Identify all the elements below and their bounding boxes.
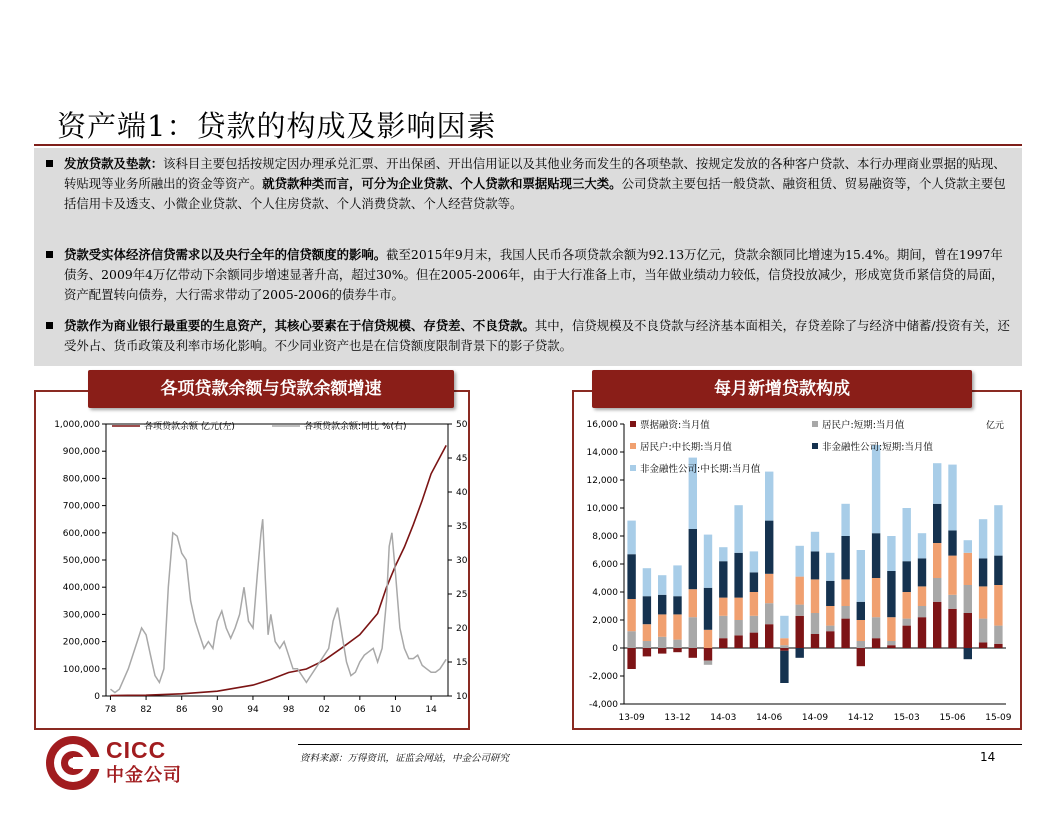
bar-segment-3 [903,592,911,619]
y-left-tick-label: 100,000 [62,664,100,675]
y-left-tick-label: 700,000 [62,501,100,512]
bar-segment-2 [872,617,880,638]
bar-segment-1 [796,616,804,648]
bar-segment-2 [673,640,681,648]
bar-segment-5 [750,551,758,572]
legend-label-3: 居民户:中长期:当月值 [640,442,732,453]
bar-segment-5 [811,532,819,552]
bar-segment-1 [750,633,758,648]
bar-segment-3 [750,592,758,616]
legend-swatch-1 [630,421,636,427]
y-left-tick-label: 400,000 [62,583,100,594]
bar-segment-1 [689,648,697,658]
bullet-2-lead: 贷款受实体经济信贷需求以及央行全年的信贷额度的影响。 [64,247,387,262]
cicc-logo-icon [44,734,102,792]
y-tick-label: 4,000 [592,588,618,598]
bar-segment-2 [765,603,773,624]
bar-segment-1 [857,648,865,666]
bar-segment-4 [658,595,666,615]
bar-segment-4 [994,556,1002,585]
bar-segment-5 [734,505,742,553]
bullet-square-icon [46,322,53,329]
logo-cn: 中金公司 [106,765,182,786]
bar-segment-5 [903,508,911,561]
bar-segment-2 [734,620,742,635]
bullet-1-emphasis: 就贷款种类而言，可分为企业贷款、个人贷款和票据贴现三大类。 [262,176,622,191]
bar-segment-1 [933,602,941,648]
bar-segment-3 [994,585,1002,626]
bar-segment-3 [811,579,819,613]
x-tick-label: 94 [247,705,259,715]
x-tick-label: 15-09 [985,713,1012,723]
y-right-tick-label: 20 [456,624,468,634]
bar-segment-3 [673,614,681,639]
bar-segment-3 [704,630,712,648]
bar-segment-5 [658,575,666,595]
y-right-tick-label: 50 [456,420,468,430]
bar-segment-1 [704,648,712,661]
y-right-tick-label: 45 [456,454,468,464]
bar-segment-2 [887,641,895,645]
bar-segment-4 [689,529,697,589]
x-tick-label: 06 [354,705,366,715]
bar-segment-5 [719,547,727,561]
bar-segment-1 [964,613,972,648]
x-tick-label: 15-03 [893,713,920,723]
bar-segment-3 [780,638,788,645]
legend-swatch-4 [812,443,818,449]
y-left-tick-label: 500,000 [62,556,100,566]
x-tick-label: 14-09 [801,713,829,723]
legend-swatch-3 [630,443,636,449]
bar-segment-1 [994,644,1002,648]
bar-segment-5 [964,540,972,553]
bar-segment-2 [948,595,956,609]
bar-segment-2 [704,661,712,665]
bar-segment-4 [887,571,895,617]
x-tick-label: 86 [175,705,188,715]
y-left-tick-label: 800,000 [62,474,100,485]
bar-segment-5 [765,472,773,521]
monthly-new-loans-chart [574,410,1020,728]
legend-label-1: 各项贷款余额 亿元(左) [144,422,235,432]
bar-segment-1 [643,648,651,656]
bullet-square-icon [46,251,53,258]
bar-segment-1 [627,648,635,669]
bar-segment-1 [948,609,956,648]
legend-label-1: 票据融资:当月值 [640,420,710,431]
y-right-tick-label: 10 [456,692,468,702]
bar-segment-5 [841,504,849,536]
bar-segment-1 [658,648,666,654]
bar-segment-4 [643,596,651,624]
page-title: 资产端1：贷款的构成及影响因素 [57,109,497,143]
bar-segment-4 [964,648,972,659]
bullet-2-text: 截至2015年9月末，我国人民币各项贷款余额为92.13万亿元，贷款余额同比增速为15.4%。期间，曾在1997年债务、2009年4万亿带动下余额同步增速显著升高，超过30%。但在2005-2006年，由于大行准备上市，当年做业绩动力较低，信贷投放减少，形成宽货币紧信贷的局面，资产配置转向债券，大行需求带动了2005-2006的债券牛市。 [64,247,1004,302]
bar-segment-5 [673,565,681,596]
y-tick-label: 16,000 [586,420,618,430]
bar-segment-1 [719,638,727,648]
bar-segment-3 [933,543,941,578]
bar-segment-4 [872,533,880,578]
bar-segment-2 [643,641,651,648]
y-right-tick-label: 25 [456,590,468,600]
bar-segment-4 [811,551,819,579]
x-tick-label: 15-06 [939,713,966,723]
legend-label-2: 居民户:短期:当月值 [822,420,905,431]
bar-segment-2 [933,578,941,602]
bar-segment-1 [673,648,681,652]
bar-segment-5 [918,533,926,558]
bar-segment-1 [841,619,849,648]
legend-label-4: 非金融性公司:短期:当月值 [822,442,933,453]
bar-segment-1 [734,635,742,648]
bar-segment-3 [734,598,742,620]
x-tick-label: 14-12 [847,713,874,723]
page-number: 14 [980,750,996,764]
bar-segment-4 [780,651,788,683]
bullet-1-lead: 发放贷款及垫款： [64,156,164,171]
bar-segment-3 [964,553,972,585]
bar-segment-4 [627,554,635,599]
bar-segment-4 [903,561,911,592]
bar-segment-3 [887,617,895,641]
x-tick-label: 13-12 [664,713,691,723]
y-right-tick-label: 30 [456,556,468,566]
bar-segment-2 [689,617,697,648]
plot-frame [106,424,448,696]
bar-segment-5 [994,505,1002,555]
y-tick-label: 2,000 [592,616,618,626]
y-tick-label: -2,000 [588,672,618,682]
bar-segment-5 [979,519,987,558]
bar-segment-5 [627,521,635,555]
bar-segment-2 [780,645,788,648]
bullet-1 [46,154,1014,214]
bar-segment-4 [933,504,941,543]
bar-segment-1 [780,648,788,651]
bar-segment-2 [918,606,926,617]
y-left-tick-label: 900,000 [62,447,100,458]
bar-segment-5 [780,616,788,638]
x-tick-label: 14 [425,705,437,715]
bar-segment-3 [658,614,666,636]
bar-segment-3 [872,578,880,617]
bar-segment-4 [841,536,849,579]
x-tick-label: 13-09 [618,713,645,723]
y-tick-label: 14,000 [586,448,618,458]
bar-segment-3 [826,606,834,626]
bar-segment-4 [948,530,956,555]
bar-segment-4 [673,596,681,614]
bar-segment-1 [903,626,911,648]
bar-segment-4 [765,521,773,574]
y-left-tick-label: 1,000,000 [54,420,100,430]
x-tick-label: 10 [389,705,402,715]
y-tick-label: 6,000 [592,560,618,570]
bar-segment-2 [994,626,1002,644]
bullet-3-text: 其中，信贷规模及不良贷款与经济基本面相关，存贷差除了与经济中储蓄/投资有关，还受外占、货币政策及利率市场化影响。不少同业资产也是在信贷额度限制背景下的影子贷款。 [64,318,1010,353]
bar-segment-4 [918,558,926,586]
bar-segment-5 [826,553,834,581]
bar-segment-1 [811,634,819,648]
x-tick-label: 98 [282,705,295,715]
y-left-tick-label: 300,000 [62,610,100,621]
legend-swatch-5 [630,465,636,471]
bar-segment-2 [903,619,911,626]
bar-segment-2 [979,619,987,643]
bar-segment-3 [841,579,849,606]
bar-segment-1 [979,642,987,648]
bullet-1-text-a: 该科目主要包括按规定因办理承兑汇票、开出保函、开出信用证以及其他业务而发生的各项垫款、按规定发放的各种客户贷款、本行办理商业票据的贴现、转贴现等业务所融出的资金等资产。 [64,156,1006,191]
y-right-tick-label: 40 [456,488,468,498]
bar-segment-3 [765,574,773,603]
bar-segment-3 [979,586,987,618]
bar-segment-5 [643,568,651,596]
bar-segment-3 [689,589,697,617]
bar-segment-5 [704,535,712,588]
bar-segment-5 [887,536,895,571]
bullet-2 [46,245,1014,305]
bar-segment-4 [734,553,742,598]
y-tick-label: 12,000 [586,476,618,486]
x-tick-label: 14-03 [710,713,737,723]
bullet-3 [46,316,1014,356]
bar-segment-2 [719,616,727,638]
bar-segment-4 [979,558,987,586]
bar-segment-1 [872,638,880,648]
x-tick-label: 14-06 [756,713,783,723]
x-tick-label: 90 [211,705,224,715]
bar-segment-1 [887,645,895,648]
unit-label: 亿元 [986,421,1005,431]
bar-segment-4 [796,648,804,658]
bar-segment-4 [704,588,712,630]
y-right-tick-label: 35 [456,522,468,532]
bar-segment-3 [796,577,804,605]
bar-segment-1 [826,631,834,648]
legend-swatch-2 [812,421,818,427]
bar-segment-3 [643,624,651,641]
bar-segment-4 [719,561,727,597]
bar-segment-2 [658,637,666,648]
bar-segment-3 [719,598,727,616]
bar-segment-5 [948,465,956,531]
bar-segment-4 [826,581,834,606]
bar-segment-2 [826,626,834,632]
bar-segment-4 [750,572,758,592]
bar-segment-2 [627,631,635,648]
x-tick-label: 02 [318,705,330,715]
y-tick-label: 10,000 [586,504,618,514]
bar-segment-2 [964,585,972,613]
y-left-tick-label: 200,000 [62,637,100,648]
bullet-3-lead: 贷款作为商业银行最重要的生息资产，其核心要素在于信贷规模、存贷差、不良贷款。 [64,318,535,333]
bar-segment-5 [796,546,804,577]
loan-balance-chart [36,410,468,728]
y-tick-label: -4,000 [588,700,618,710]
bar-segment-3 [948,556,956,595]
left-chart-title: 各项贷款余额与贷款余额增速 [88,370,454,408]
right-chart-title: 每月新增贷款构成 [592,370,972,408]
y-tick-label: 0 [612,644,618,654]
legend-label-2: 各项贷款余额:同比 %(右) [304,422,407,432]
bar-segment-4 [857,602,865,620]
footer-divider [298,744,1022,745]
bar-segment-2 [750,616,758,633]
bullet-1-text-b: 公司贷款主要包括一般贷款、融资租赁、贸易融资等，个人贷款主要包括信用卡及透支、小微企业贷款、个人住房贷款、个人消费贷款、个人经营贷款等。 [64,176,1006,211]
title-divider [34,144,1022,146]
logo-en: CICC [106,737,167,763]
bullet-box [34,148,1022,366]
bar-segment-2 [796,605,804,616]
bullet-square-icon [46,160,53,167]
bar-segment-5 [857,550,865,602]
bar-segment-1 [918,617,926,648]
y-left-tick-label: 0 [94,692,100,702]
bar-segment-5 [933,463,941,504]
x-tick-label: 78 [104,705,117,715]
bar-segment-2 [841,606,849,619]
bar-segment-1 [765,624,773,648]
bar-segment-3 [857,620,865,641]
series-line-2 [111,519,447,692]
y-left-tick-label: 600,000 [62,528,100,539]
y-tick-label: 8,000 [592,532,618,542]
bar-segment-3 [918,586,926,606]
y-right-tick-label: 15 [456,658,468,668]
legend-label-5: 非金融性公司:中长期:当月值 [640,464,761,475]
bar-segment-5 [872,445,880,533]
bar-segment-2 [811,613,819,634]
source-note: 资料来源：万得资讯，证监会网站，中金公司研究 [300,753,510,764]
bar-segment-3 [627,599,635,631]
bar-segment-2 [857,641,865,648]
x-tick-label: 82 [140,705,152,715]
